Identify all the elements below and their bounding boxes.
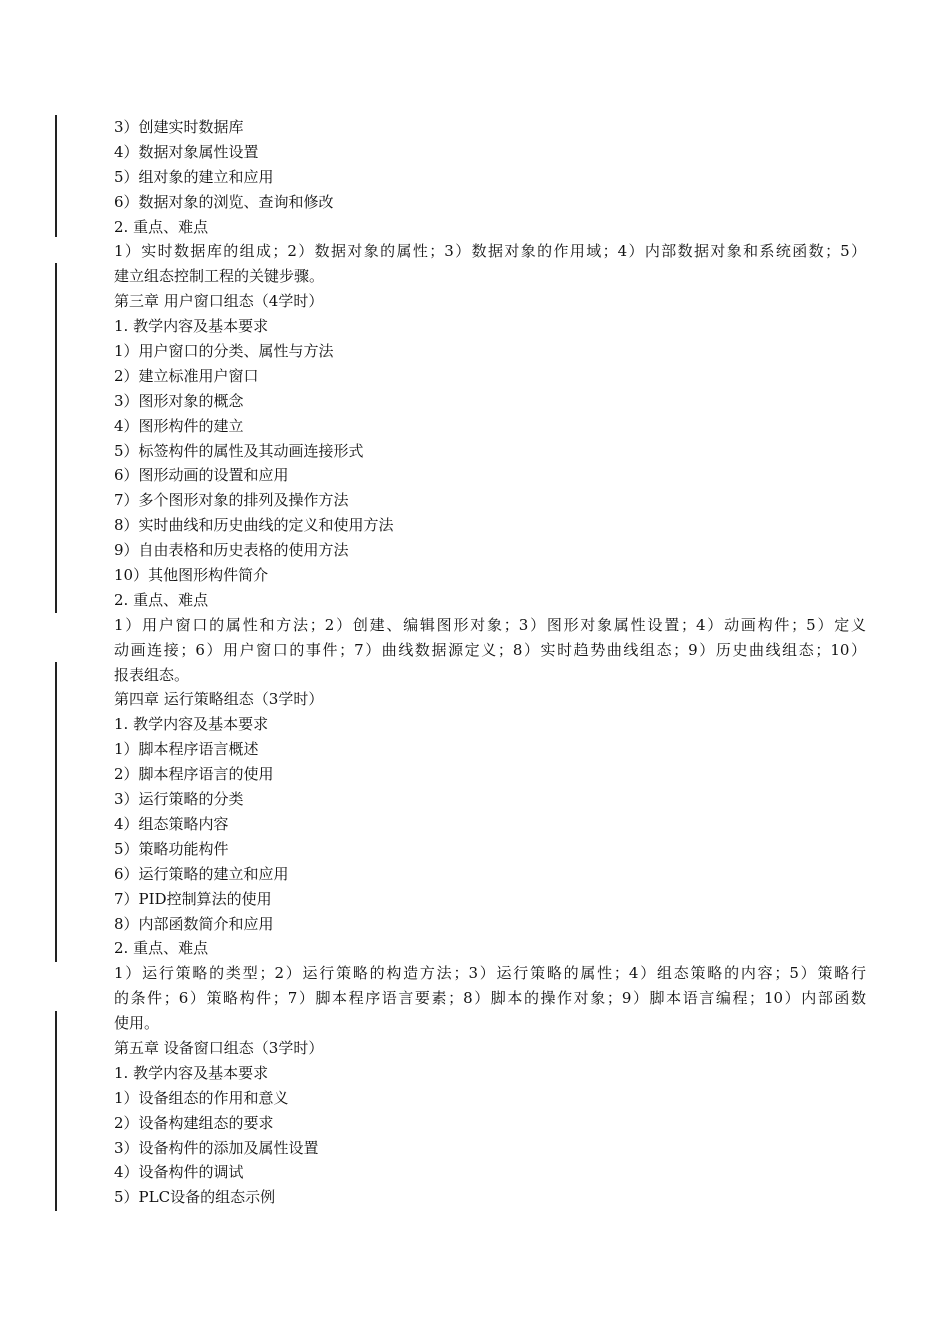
text-line: 建立组态控制工程的关键步骤。 [114,267,325,286]
text-line: 动画连接；6）用户窗口的事件；7）曲线数据源定义；8）实时趋势曲线组态；9）历史曲线组态；10） [114,640,866,659]
text-line: 5）标签构件的属性及其动画连接形式 [114,441,364,460]
text-line: 4）图形构件的建立 [114,416,244,435]
text-line: 5）组对象的建立和应用 [114,167,274,186]
revision-bar [55,662,57,962]
text-line: 3）设备构件的添加及属性设置 [114,1138,319,1157]
document-body [114,115,866,1210]
text-line: 5）策略功能构件 [114,839,229,858]
text-line: 1. 教学内容及基本要求 [114,1063,269,1082]
text-line: 2）设备构建组态的要求 [114,1113,274,1132]
text-line: 5）PLC设备的组态示例 [114,1188,276,1207]
text-line: 使用。 [114,1014,160,1033]
text-line: 8）实时曲线和历史曲线的定义和使用方法 [114,516,394,535]
revision-bar [55,1011,57,1211]
text-line: 4）数据对象属性设置 [114,142,259,161]
text-line: 1）脚本程序语言概述 [114,740,259,759]
text-line: 1）运行策略的类型；2）运行策略的构造方法；3）运行策略的属性；4）组态策略的内容；5）策略行 [114,964,866,983]
text-line: 4）组态策略内容 [114,814,229,833]
text-line: 10）其他图形构件简介 [114,566,269,585]
text-line: 6）数据对象的浏览、查询和修改 [114,192,334,211]
text-line: 6）图形动画的设置和应用 [114,466,289,485]
text-line: 1. 教学内容及基本要求 [114,317,269,336]
text-line: 6）运行策略的建立和应用 [114,864,289,883]
text-line: 第三章 用户窗口组态（4学时） [114,292,324,311]
text-line: 8）内部函数简介和应用 [114,914,274,933]
text-line: 9）自由表格和历史表格的使用方法 [114,541,349,560]
text-line: 2. 重点、难点 [114,939,209,958]
text-line: 第四章 运行策略组态（3学时） [114,690,324,709]
text-line: 第五章 设备窗口组态（3学时） [114,1038,324,1057]
text-line: 报表组态。 [114,665,190,684]
text-line: 1）实时数据库的组成；2）数据对象的属性；3）数据对象的作用域；4）内部数据对象和系统函数；5） [114,242,866,261]
text-line: 1）设备组态的作用和意义 [114,1088,289,1107]
text-line: 2. 重点、难点 [114,590,209,609]
text-line: 3）运行策略的分类 [114,790,244,809]
text-line: 的条件；6）策略构件；7）脚本程序语言要素；8）脚本的操作对象；9）脚本语言编程；10）内部函数 [114,989,866,1008]
text-line: 3）图形对象的概念 [114,391,244,410]
text-line: 2. 重点、难点 [114,217,209,236]
revision-bar [55,263,57,613]
text-line: 7）PID控制算法的使用 [114,889,272,908]
text-line: 2）建立标准用户窗口 [114,366,259,385]
text-line: 1. 教学内容及基本要求 [114,715,269,734]
revision-bar [55,115,57,237]
text-line: 2）脚本程序语言的使用 [114,765,274,784]
text-line: 1）用户窗口的属性和方法；2）创建、编辑图形对象；3）图形对象属性设置；4）动画构件；5）定义 [114,615,866,634]
text-line: 7）多个图形对象的排列及操作方法 [114,491,349,510]
text-line: 3）创建实时数据库 [114,118,244,136]
text-line: 1）用户窗口的分类、属性与方法 [114,342,334,361]
text-line: 4）设备构件的调试 [114,1163,244,1182]
